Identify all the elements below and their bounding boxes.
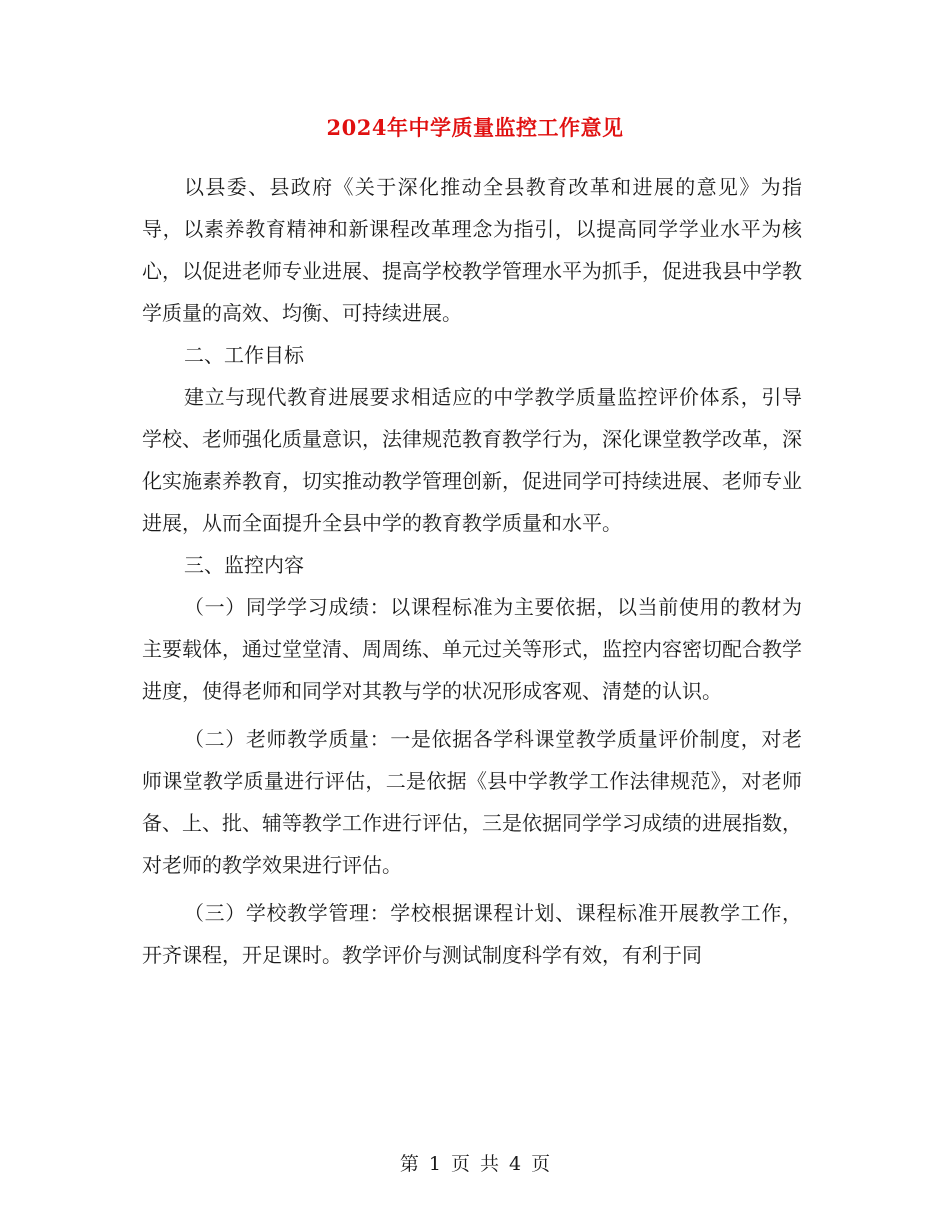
school-management-paragraph: （三）学校教学管理：学校根据课程计划、课程标准开展教学工作，开齐课程，开足课时。教学评价与测试制度科学有效，有利于同 [142,901,802,967]
intro-paragraph: 以县委、县政府《关于深化推动全县教育改革和进展的意见》为指导，以素养教育精神和新课程改革理念为指引，以提高同学学业水平为核心，以促进老师专业进展、提高学校教学管理水平为抓手，促进我县中学教学质量的高效、均衡、可持续进展。 [142,175,802,325]
student-performance-paragraph: （一）同学学习成绩：以课程标准为主要依据，以当前使用的教材为主要载体，通过堂堂清、周周练、单元过关等形式，监控内容密切配合教学进度，使得老师和同学对其教与学的状况形成客观、清楚的认识。 [142,595,802,703]
goals-paragraph: 建立与现代教育进展要求相适应的中学教学质量监控评价体系，引导学校、老师强化质量意识，法律规范教育教学行为，深化课堂教学改革，深化实施素养教育，切实推动教学管理创新，促进同学可持续进展、老师专业进展，从而全面提升全县中学的教育教学质量和水平。 [142,385,802,535]
teacher-quality-paragraph: （二）老师教学质量：一是依据各学科课堂教学质量评价制度，对老师课堂教学质量进行评估，二是依据《县中学教学工作法律规范》，对老师备、上、批、辅等教学工作进行评估，三是依据同学学习成绩的进展指数，对老师的教学效果进行评估。 [142,727,802,877]
document-body [142,166,802,976]
section-heading-goals: 二、工作目标 [184,343,304,367]
section-heading-monitoring: 三、监控内容 [184,553,304,577]
page-number: 第 1 页 共 4 页 [399,1153,551,1175]
document-title: 2024年中学质量监控工作意见 [326,115,624,140]
